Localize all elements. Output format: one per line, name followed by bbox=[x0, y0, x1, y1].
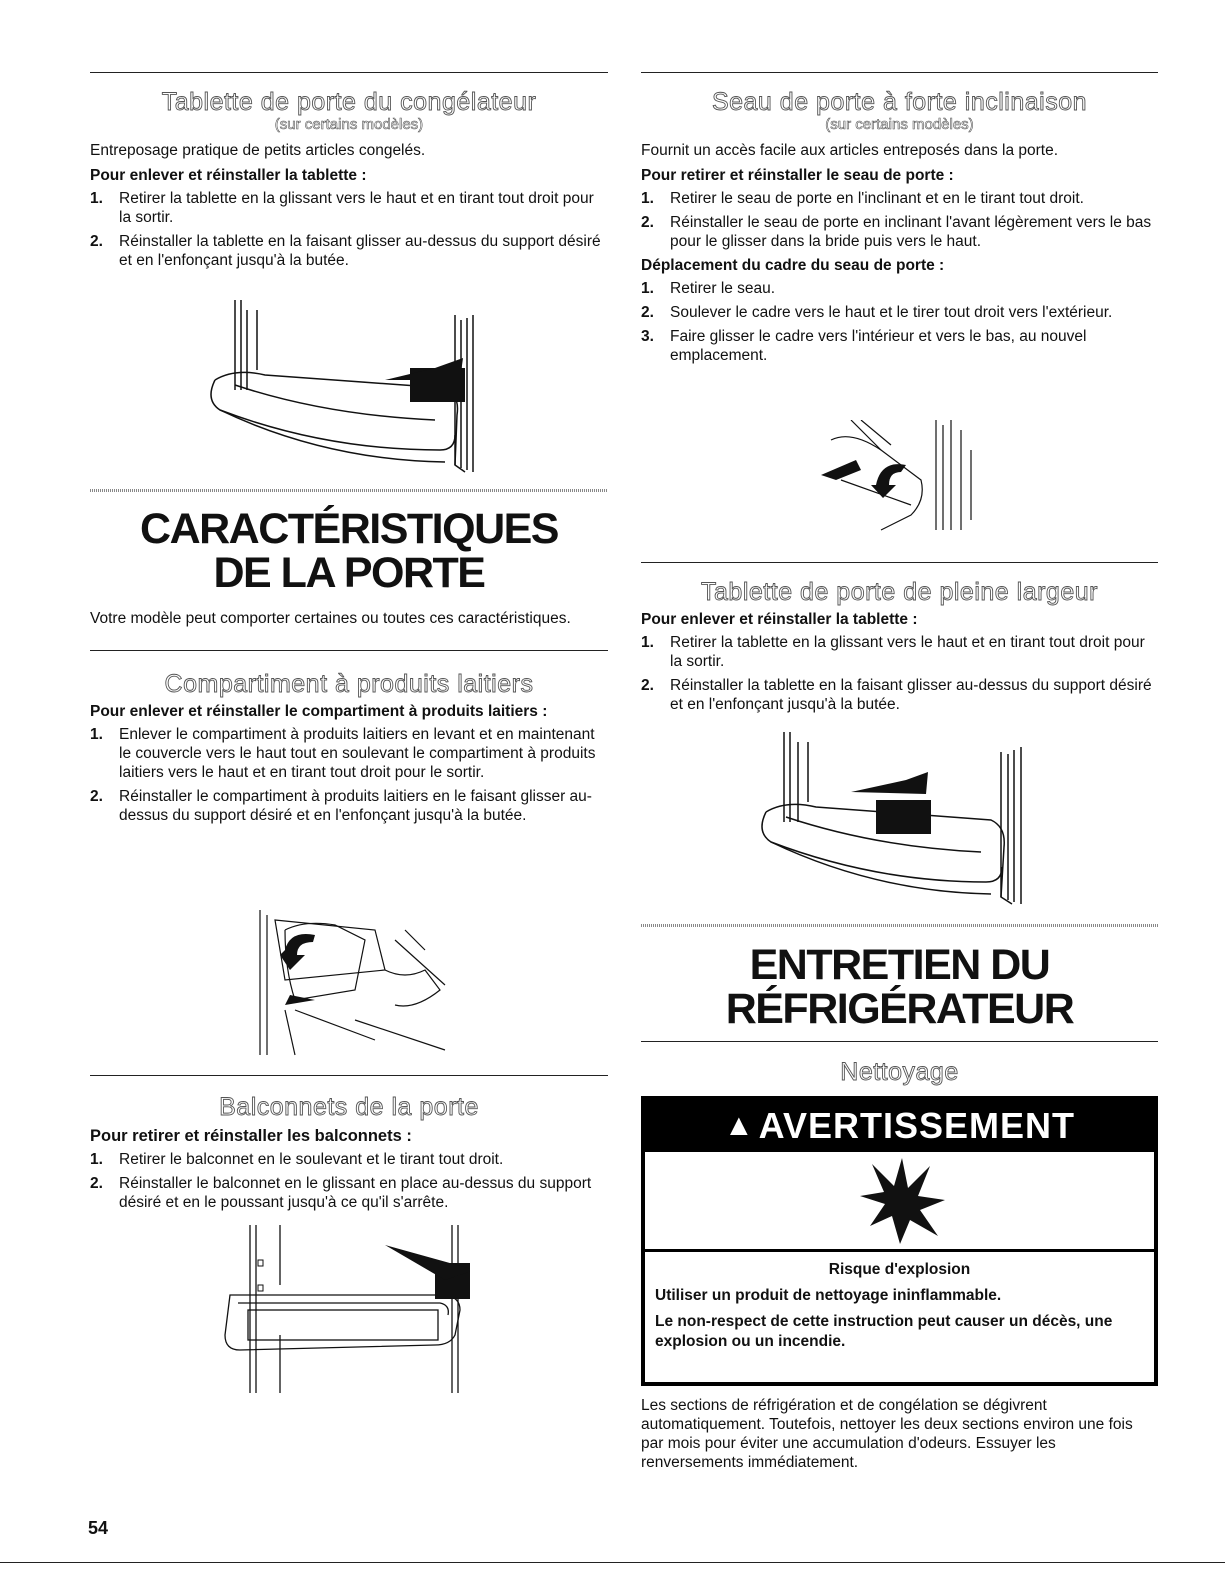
section-title: Tablette de porte de pleine largeur bbox=[701, 578, 1098, 606]
warning-header bbox=[645, 1100, 1154, 1152]
step-item: 1. Retirer la tablette en la glissant vers le haut et en tirant tout droit pour la sortir. bbox=[90, 190, 594, 226]
risk-title: Risque d'explosion bbox=[828, 1261, 971, 1278]
step-item: 2. Réinstaller la tablette en la faisant glisser au-dessus du support désiré et en l'enfonçant jusqu'à la butée. bbox=[641, 677, 1152, 713]
tilt-bin-section bbox=[641, 88, 1158, 370]
full-width-shelf-section bbox=[641, 578, 1158, 719]
section-rule bbox=[641, 562, 1158, 563]
section-heading: Pour retirer et réinstaller le seau de porte : bbox=[641, 167, 954, 184]
title-line: RÉFRIGÉRATEUR bbox=[725, 985, 1074, 1033]
warning-text bbox=[645, 1252, 1154, 1352]
section-rule bbox=[641, 72, 1158, 73]
page-title: CARACTÉRISTIQUES DE LA PORTE bbox=[140, 505, 558, 597]
warning-box bbox=[641, 1096, 1158, 1386]
door-features-section bbox=[90, 507, 608, 628]
section-title: Tablette de porte du congélateur bbox=[161, 88, 537, 116]
step-item: 2. Réinstaller le compartiment à produits laitiers en le faisant glisser au-dessus du support désiré et en l'enfonçant jusqu'à la butée. bbox=[90, 788, 592, 824]
page-title bbox=[641, 943, 1158, 1031]
steps-list bbox=[641, 279, 1158, 365]
section-title: Nettoyage bbox=[840, 1058, 959, 1086]
section-rule bbox=[90, 650, 608, 651]
step-item: 1. Enlever le compartiment à produits laitiers en levant et en maintenant le couvercle vers le haut tout en soulevant le compartiment à produits laitiers vers le haut et en tirant tout droit pour le sortir. bbox=[90, 726, 596, 781]
cleaning-section bbox=[641, 1058, 1158, 1086]
section-divider bbox=[90, 489, 608, 492]
section-title: Seau de porte à forte inclinaison bbox=[711, 88, 1088, 116]
section-intro: Votre modèle peut comporter certaines ou toutes ces caractéristiques. bbox=[90, 610, 571, 627]
title-line: ENTRETIEN DU bbox=[749, 941, 1050, 989]
step-item: 1. Retirer le balconnet en le soulevant et le tirant tout droit. bbox=[90, 1151, 504, 1168]
section-rule bbox=[90, 72, 608, 73]
section-divider bbox=[641, 924, 1158, 927]
dairy-compartment-illustration bbox=[255, 910, 455, 1058]
section-rule bbox=[90, 1075, 608, 1076]
step-item: 2. Réinstaller la tablette en la faisant glisser au-dessus du support désiré et en l'enfonçant jusqu'à la butée. bbox=[90, 233, 601, 269]
steps-list bbox=[641, 189, 1158, 251]
section-heading: Pour enlever et réinstaller le compartiment à produits laitiers : bbox=[90, 703, 548, 720]
steps-list bbox=[90, 1150, 608, 1212]
step-item: 2. Soulever le cadre vers le haut et le tirer tout droit vers l'extérieur. bbox=[641, 304, 1113, 321]
step-item: 1. Retirer le seau de porte en l'inclinant et en le tirant tout droit. bbox=[641, 190, 1084, 207]
cleaning-body: Les sections de réfrigération et de congélation se dégivrent automatiquement. Toutefois, nettoyer les deux sections environ une fois par mois pour éviter une accumulation d'odeurs. Essuyer les renversements immédiatement. bbox=[641, 1397, 1133, 1471]
page-number: 54 bbox=[88, 1518, 109, 1538]
warning-line: Utiliser un produit de nettoyage ininflammable. bbox=[655, 1287, 1002, 1304]
section-title: Compartiment à produits laitiers bbox=[164, 670, 534, 698]
door-bins-section bbox=[90, 1093, 608, 1217]
full-width-shelf-illustration bbox=[756, 732, 1056, 907]
step-item: 1. Retirer la tablette en la glissant vers le haut et en tirant tout droit pour la sortir. bbox=[641, 634, 1145, 670]
section-heading: Pour enlever et réinstaller la tablette : bbox=[90, 167, 367, 184]
warning-line: Le non-respect de cette instruction peut causer un décès, une explosion ou un incendie. bbox=[655, 1313, 1113, 1350]
section-title: Balconnets de la porte bbox=[219, 1093, 479, 1121]
step-item: 2. Réinstaller le seau de porte en inclinant l'avant légèrement vers le bas pour le glisser dans la bride puis vers le haut. bbox=[641, 214, 1152, 250]
freezer-shelf-illustration bbox=[205, 300, 505, 478]
section-subtitle: (sur certains modèles) bbox=[274, 116, 424, 133]
door-bin-illustration bbox=[220, 1225, 470, 1395]
step-item: 2. Réinstaller le balconnet en le glissant en place au-dessus du support désiré et en le poussant jusqu'à ce qu'il s'arrête. bbox=[90, 1175, 592, 1211]
section-intro: Entreposage pratique de petits articles congelés. bbox=[90, 142, 426, 159]
steps-list bbox=[90, 725, 608, 825]
steps-list bbox=[90, 189, 608, 270]
section-heading: Pour retirer et réinstaller les balconnets : bbox=[90, 1127, 412, 1145]
page-bottom-rule bbox=[0, 1562, 1225, 1563]
steps-list bbox=[641, 633, 1158, 714]
explosion-icon bbox=[850, 1156, 950, 1246]
section-rule bbox=[641, 1041, 1158, 1042]
section-intro: Fournit un accès facile aux articles entreposés dans la porte. bbox=[641, 142, 1059, 159]
step-item: 3. Faire glisser le cadre vers l'intérieur et vers le bas, au nouvel emplacement. bbox=[641, 328, 1087, 364]
section-subtitle: (sur certains modèles) bbox=[825, 116, 974, 133]
warning-triangle-icon: ▲ bbox=[723, 1109, 755, 1142]
step-item: 1. Retirer le seau. bbox=[641, 280, 776, 297]
hazard-area bbox=[645, 1152, 1154, 1252]
section-heading: Pour enlever et réinstaller la tablette : bbox=[641, 611, 918, 628]
section-heading: Déplacement du cadre du seau de porte : bbox=[641, 257, 945, 274]
care-section bbox=[641, 943, 1158, 1031]
warning-label: AVERTISSEMENT bbox=[758, 1105, 1076, 1146]
tilt-bin-illustration bbox=[811, 420, 991, 532]
freezer-shelf-section bbox=[90, 88, 608, 275]
dairy-section bbox=[90, 670, 608, 830]
